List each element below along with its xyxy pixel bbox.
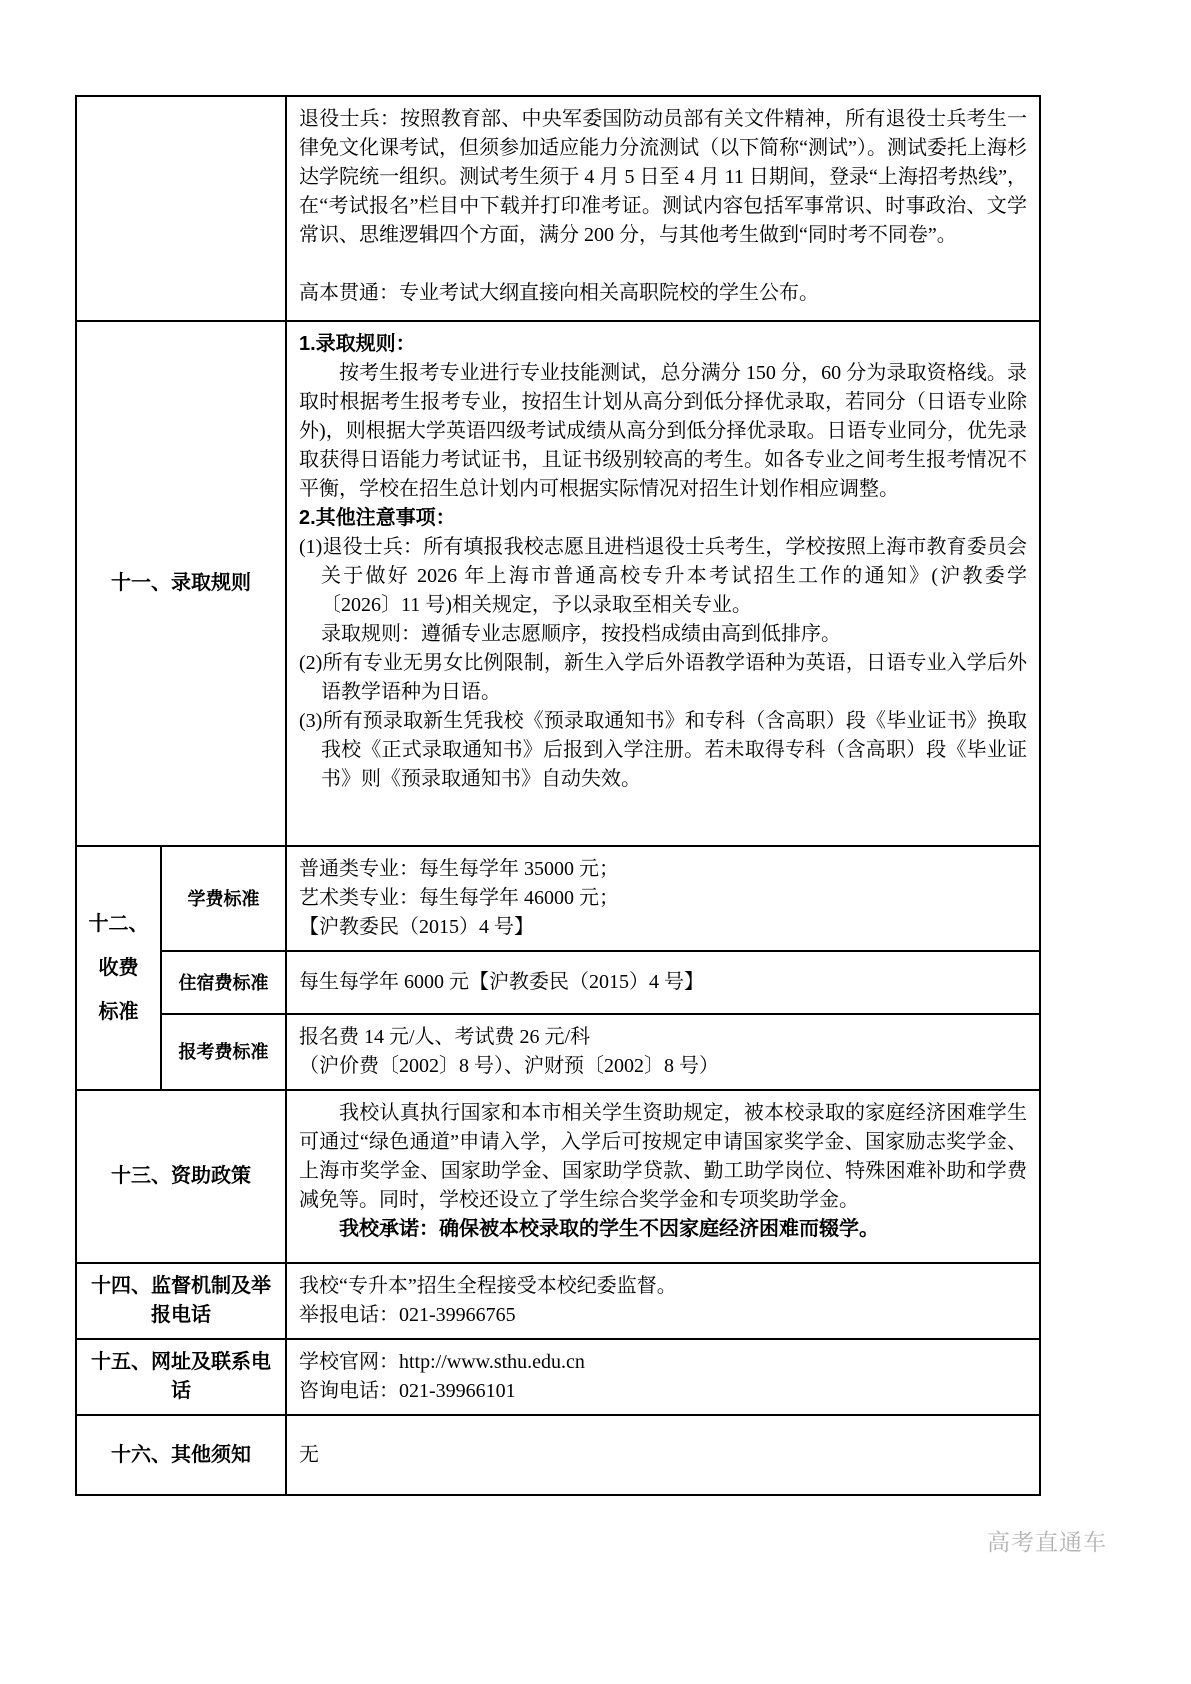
admission-heading-1: 1.录取规则： [299,333,416,355]
veterans-content-cell [286,96,1040,321]
tuition-sublabel: 学费标准 [161,846,286,951]
admission-item-2: (2)所有专业无男女比例限制，新生入学后外语教学语种为英语，日语专业入学后外语教学语种为日语。 [299,652,1027,703]
blank-line [299,250,1027,279]
admission-item-1: (1)退役士兵：所有填报我校志愿且进档退役士兵考生，学校按照上海市教育委员会关于做好 2026 年上海市普通高校专升本考试招生工作的通知》(沪教委学〔2026〕11 号)相关规定，予以录取至相关专业。 [299,536,1027,616]
aid-label: 十三、资助政策 [76,1090,286,1263]
admission-item-3: (3)所有预录取新生凭我校《预录取通知书》和专科（含高职）段《毕业证书》换取我校《正式录取通知书》后报到入学注册。若未取得专科（含高职）段《毕业证书》则《预录取通知书》自动失效。 [299,710,1027,790]
other-content-cell [286,1415,1040,1495]
exam-fee-content-cell [286,1014,1040,1090]
admissions-info-table [75,95,1041,1496]
fees-label-cell [76,846,161,1090]
admission-heading-2: 2.其他注意事项： [299,507,456,529]
contact-content-cell [286,1339,1040,1415]
fees-label-line-1: 十二、 [88,913,149,935]
supervision-content-cell [286,1263,1040,1339]
tuition-line-3: 【沪教委民（2015）4 号】 [299,916,534,938]
veterans-paragraph: 退役士兵：按照教育部、中央军委国防动员部有关文件精神，所有退役士兵考生一律免文化课考试，但须参加适应能力分流测试（以下简称“测试”）。测试委托上海杉达学院统一组织。测试考生须于 4 月 5 日至 4 月 11 日期间，登录“上海招考热线”，在“考试报名”栏目中下载并打印准考证。测试内容包括军事常识、时事政治、文学常识、思维逻辑四个方面，满分 200 分，与其他考生做到“同时考不同卷”。 [299,108,1027,246]
aid-promise: 我校承诺：确保被本校录取的学生不因家庭经济困难而辍学。 [339,1218,879,1240]
row-admission-rules [76,321,1040,846]
contact-phone: 咨询电话：021-39966101 [299,1380,516,1402]
contact-website: 学校官网：http://www.sthu.edu.cn [299,1351,585,1373]
fees-label-line-2: 收费 [98,957,139,979]
fees-label-line-3: 标准 [98,1001,139,1023]
exam-fee-sublabel: 报考费标准 [161,1014,286,1090]
contact-label: 十五、网址及联系电话 [76,1339,286,1415]
row-fees-exam [76,1014,1040,1090]
admission-paragraph-1: 按考生报考专业进行专业技能测试，总分满分 150 分，60 分为录取资格线。录取时根据考生报考专业，按招生计划从高分到低分择优录取，若同分（日语专业除外)，则根据大学英语四级考试成绩从高分到低分择优录取。日语专业同分，优先录取获得日语能力考试证书，且证书级别较高的考生。如各专业之间考生报考情况不平衡，学校在招生总计划内可根据实际情况对招生计划作相应调整。 [299,362,1027,500]
accommodation-line: 每生每学年 6000 元【沪教委民（2015）4 号】 [299,971,704,993]
admission-item-1b: 录取规则：遵循专业志愿顺序，按投档成绩由高到低排序。 [321,623,841,645]
supervision-phone: 举报电话：021-39966765 [299,1304,516,1326]
row-fees-accommodation [76,951,1040,1014]
other-content: 无 [299,1443,319,1466]
watermark: 高考直通车 [987,1529,1107,1555]
veterans-label-cell [76,96,286,321]
row-veterans-policy [76,96,1040,321]
exam-fee-line-2: （沪价费〔2002〕8 号）、沪财预〔2002〕8 号） [299,1055,719,1077]
accommodation-content-cell [286,951,1040,1014]
exam-fee-line-1: 报名费 14 元/人、考试费 26 元/科 [299,1026,591,1048]
gaoben-paragraph: 高本贯通：专业考试大纲直接向相关高职院校的学生公布。 [299,282,819,304]
admission-label: 十一、录取规则 [76,321,286,846]
row-contact [76,1339,1040,1415]
aid-content-cell [286,1090,1040,1263]
tuition-line-2: 艺术类专业：每生每学年 46000 元； [299,887,619,909]
aid-paragraph: 我校认真执行国家和本市相关学生资助规定，被本校录取的家庭经济困难学生可通过“绿色通道”申请入学，入学后可按规定申请国家奖学金、国家励志奖学金、上海市奖学金、国家助学金、国家助学贷款、勤工助学岗位、特殊困难补助和学费减免等。同时，学校还设立了学生综合奖学金和专项奖助学金。 [299,1102,1027,1211]
row-other-notes [76,1415,1040,1495]
admission-content-cell [286,321,1040,846]
supervision-label: 十四、监督机制及举报电话 [76,1263,286,1339]
tuition-content-cell [286,846,1040,951]
tuition-line-1: 普通类专业：每生每学年 35000 元； [299,858,619,880]
supervision-line-1: 我校“专升本”招生全程接受本校纪委监督。 [299,1275,677,1297]
accommodation-sublabel: 住宿费标准 [161,951,286,1014]
row-aid-policy [76,1090,1040,1263]
other-label: 十六、其他须知 [76,1415,286,1495]
row-fees-tuition [76,846,1040,951]
row-supervision [76,1263,1040,1339]
